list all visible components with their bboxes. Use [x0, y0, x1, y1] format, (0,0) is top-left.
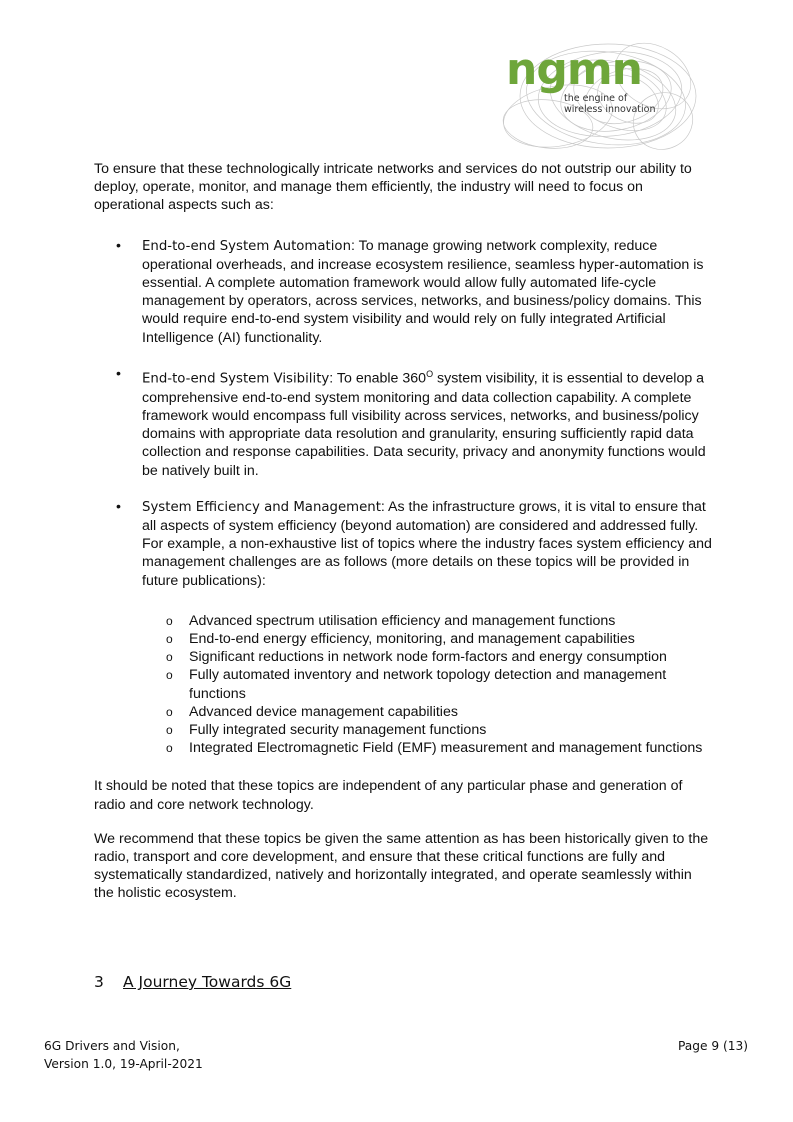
sub-list-item	[142, 721, 714, 739]
section-title: A Journey Towards 6G	[123, 973, 292, 991]
bullet-lead-visibility: End-to-end System Visibility	[142, 371, 330, 387]
bullet-marker: •	[116, 498, 121, 515]
list-item	[94, 498, 714, 758]
sub-item-text: Significant reductions in network node form-factors and energy consumption	[189, 649, 667, 666]
intro-paragraph: To ensure that these technologically intricate networks and services do not outstrip our ability to deploy, operate, monitor, and manage them efficiently, the industry will need to focus on operational aspects such as:	[94, 161, 692, 214]
sub-list-item	[142, 666, 714, 702]
sub-bullet-marker: o	[166, 613, 173, 628]
footer-document-info	[44, 1037, 203, 1073]
logo-wordmark: ngmn	[506, 44, 642, 95]
note-paragraph: It should be noted that these topics are independent of any particular phase and generation of radio and core network technology.	[94, 778, 683, 813]
bullet-lead-automation: End-to-end System Automation	[142, 238, 351, 254]
sub-item-text: Fully automated inventory and network topology detection and management functions	[189, 667, 667, 702]
degree-superscript: O	[426, 368, 434, 379]
footer-doc-title: 6G Drivers and Vision,	[44, 1039, 180, 1053]
bullet-lead-efficiency: System Efficiency and Management	[142, 499, 381, 515]
sub-list-item	[142, 648, 714, 666]
sub-bullet-marker: o	[166, 741, 173, 756]
sub-item-text: End-to-end energy efficiency, monitoring, and management capabilities	[189, 631, 635, 647]
logo-tagline	[564, 93, 656, 115]
bullet-text-visibility-part-2: system visibility, it is essential to develop a comprehensive end-to-end system monitoring and data collection capability. A complete framework would encompass full visibility across services, networks, and business/policy domains with appropriate data resolution and granularity, ensuring sufficiently rapid data collection and response capabilities. Data security, privacy and anonymity functions would be natively built in.	[142, 370, 706, 479]
logo-tagline-line-1: the engine of	[564, 93, 628, 104]
efficiency-topics-list	[142, 612, 714, 758]
sub-item-text: Fully integrated security management functions	[189, 722, 487, 739]
sub-list-item	[142, 703, 714, 721]
sub-list-item	[142, 612, 714, 630]
list-item	[94, 365, 714, 480]
sub-item-text: Advanced spectrum utilisation efficiency and management functions	[189, 612, 616, 629]
body-content	[94, 160, 714, 903]
bullet-marker: •	[116, 365, 121, 382]
sub-bullet-marker: o	[166, 668, 173, 683]
sub-list-item	[142, 739, 714, 757]
logo-tagline-line-2: wireless innovation	[564, 104, 656, 115]
sub-item-text: Advanced device management capabilities	[189, 703, 458, 720]
bullet-marker: •	[116, 237, 121, 254]
bullet-text-visibility-part-1: : To enable 360	[329, 370, 427, 387]
section-heading	[94, 973, 291, 991]
sub-bullet-marker: o	[166, 723, 173, 738]
ngmn-logo	[488, 36, 700, 154]
sub-item-text: Integrated Electromagnetic Field (EMF) measurement and management functions	[189, 740, 703, 757]
footer-page-number: Page 9 (13)	[677, 1039, 748, 1053]
section-number: 3	[94, 973, 104, 991]
list-item	[94, 237, 714, 347]
sub-bullet-marker: o	[166, 632, 173, 646]
bullet-text-automation: : To manage growing network complexity, reduce operational overheads, and increase ecosystem resilience, seamless hyper-automation is essential. A complete automation framework would allow fully automated life-cycle management by operators, across services, networks, and business/policy domains. This would require end-to-end system visibility and would rely on fully integrated Artificial Intelligence (AI) functionality.	[142, 237, 704, 346]
operational-aspects-list	[94, 237, 714, 758]
sub-bullet-marker: o	[166, 650, 173, 665]
sub-list-item	[142, 630, 714, 648]
sub-bullet-marker: o	[166, 704, 173, 719]
bullet-text-efficiency: : As the infrastructure grows, it is vital to ensure that all aspects of system efficiency (beyond automation) are considered and addressed fully. For example, a non-exhaustive list of topics where the industry faces system efficiency and management challenges are as follows (more details on these topics will be provided in future publications):	[142, 498, 712, 589]
footer-version: Version 1.0, 19-April-2021	[44, 1057, 203, 1071]
recommendation-paragraph: We recommend that these topics be given the same attention as has been historically given to the radio, transport and core development, and ensure that these critical functions are fully and systematically standardized, natively and horizontally integrated, and operate seamlessly within the holistic ecosystem.	[94, 830, 709, 902]
